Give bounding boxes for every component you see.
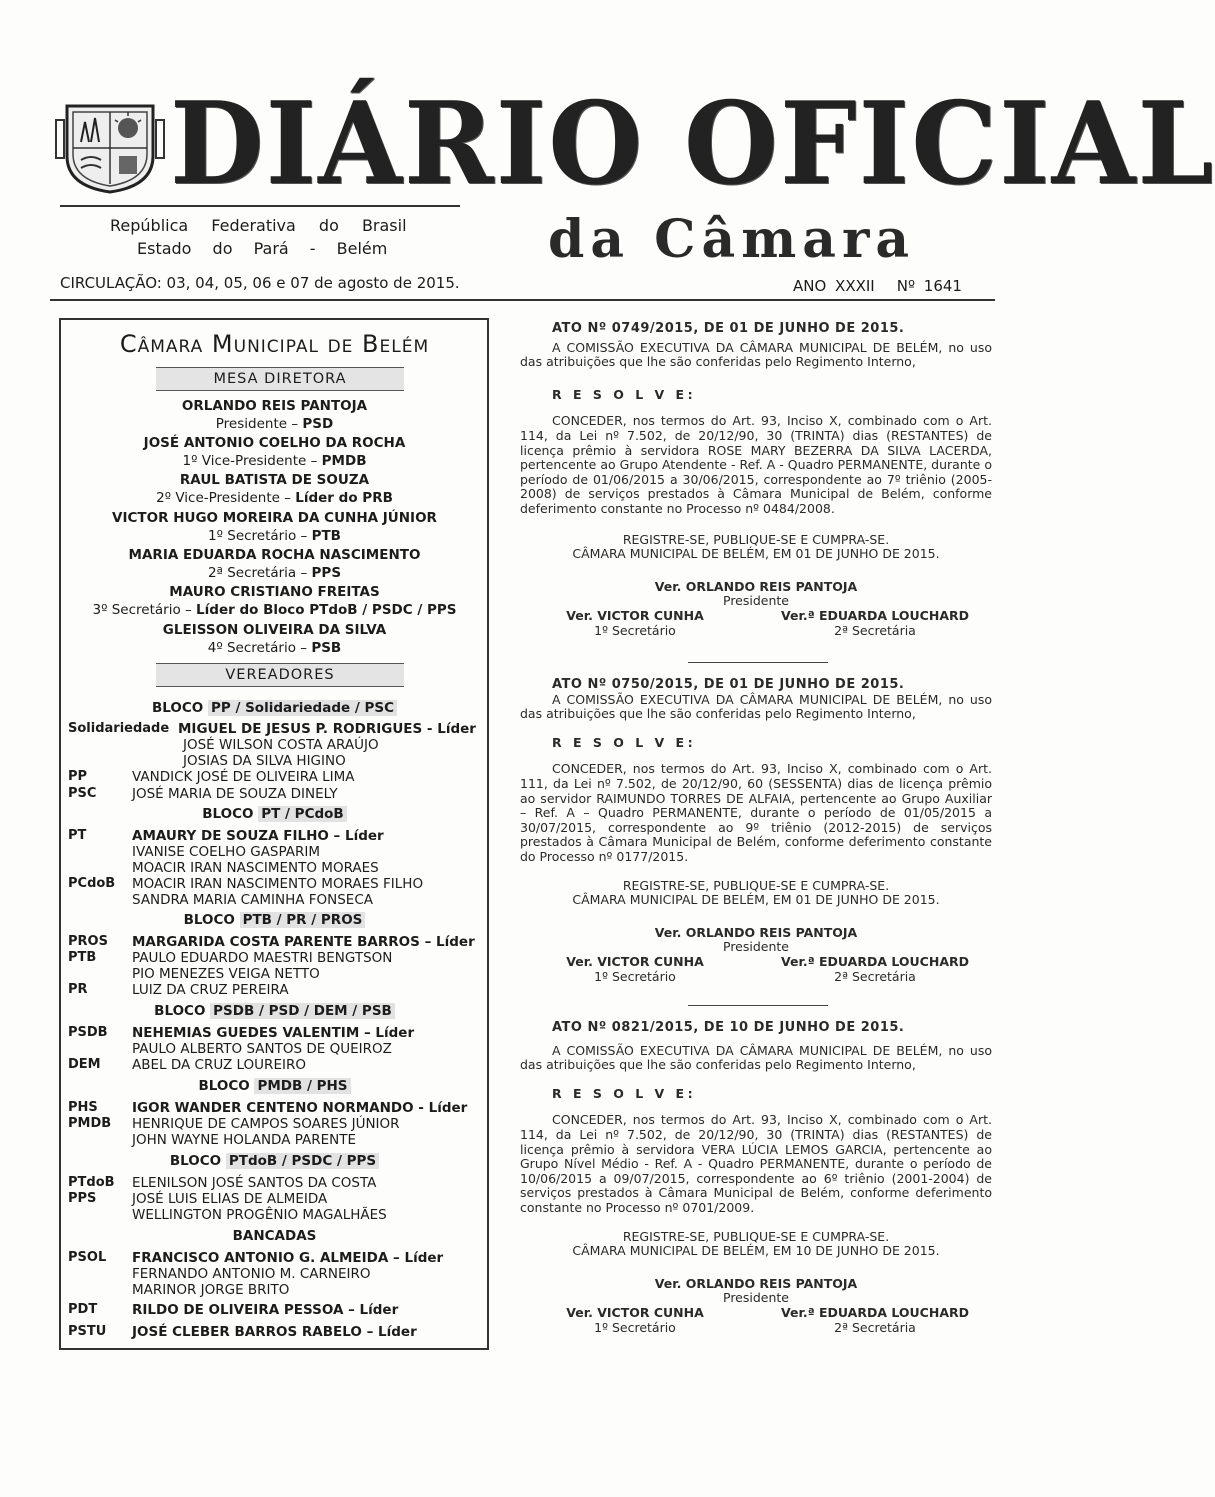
party-label: PSDB (68, 1025, 108, 1040)
signature-second-secretary-role: 2ª Secretária (834, 622, 916, 638)
act-resolve: R E S O L V E: (552, 386, 697, 402)
signature-president-role: Presidente (723, 593, 789, 609)
vereadores-label: VEREADORES (156, 663, 404, 687)
councillor-row: IGOR WANDER CENTENO NORMANDO - Líder (132, 1100, 468, 1116)
party-label: DEM (68, 1057, 101, 1072)
header-divider (50, 299, 995, 301)
mesa-member-name: JOSÉ ANTONIO COELHO DA ROCHA (143, 435, 406, 451)
councillor-row: JOHN WAYNE HOLANDA PARENTE (132, 1132, 357, 1148)
councillor-row: PAULO ALBERTO SANTOS DE QUEIROZ (132, 1041, 392, 1057)
party-label: PTdoB (68, 1175, 115, 1190)
signature-president-role: Presidente (723, 1290, 789, 1306)
councillor-row: RILDO DE OLIVEIRA PESSOA – Líder (132, 1302, 399, 1318)
bloc-heading: BLOCO PTdoB / PSDC / PPS (62, 1153, 487, 1169)
edition-info (793, 277, 962, 295)
signature-second-secretary: Ver.ª EDUARDA LOUCHARD (781, 1304, 969, 1320)
act-0750 (520, 678, 992, 985)
act-0749 (520, 322, 992, 639)
signature-president-role: Presidente (723, 939, 789, 955)
coat-of-arms-emblem (55, 98, 165, 194)
mesa-member-role: 1º Secretário – PTB (208, 528, 341, 544)
edition-year: ANO XXXII (793, 277, 875, 295)
mesa-member-role: 2º Vice-Presidente – Líder do PRB (156, 490, 393, 506)
mesa-member-name: MARIA EDUARDA ROCHA NASCIMENTO (128, 547, 421, 563)
councillor-row: FRANCISCO ANTONIO G. ALMEIDA – Líder (132, 1250, 444, 1266)
signature-row (520, 955, 992, 985)
party-label: PHS (68, 1100, 98, 1115)
bloc-heading: BLOCO PTB / PR / PROS (62, 912, 487, 928)
signature-first-secretary: Ver. VICTOR CUNHA (566, 607, 704, 623)
party-label: PDT (68, 1302, 98, 1317)
signature-second-secretary: Ver.ª EDUARDA LOUCHARD (781, 607, 969, 623)
party-label: PR (68, 982, 88, 997)
councillor-row: JOSÉ CLEBER BARROS RABELO – Líder (132, 1324, 417, 1340)
party-label: PTB (68, 950, 97, 965)
signature-first-secretary: Ver. VICTOR CUNHA (566, 953, 704, 969)
circulation-dates: CIRCULAÇÃO: 03, 04, 05, 06 e 07 de agosto de 2015. (60, 274, 460, 292)
masthead-state: Estado do Pará - Belém (137, 239, 388, 258)
bloc-heading: BLOCO PSDB / PSD / DEM / PSB (62, 1003, 487, 1019)
party-label: PSC (68, 786, 97, 801)
masthead-rule (60, 205, 460, 207)
act-place-date: CÂMARA MUNICIPAL DE BELÉM, EM 01 DE JUNHO DE 2015. (572, 546, 940, 562)
party-label: PSOL (68, 1250, 107, 1265)
councillor-row: ELENILSON JOSÉ SANTOS DA COSTA (132, 1175, 377, 1191)
councillor-row: IVANISE COELHO GASPARIM (132, 844, 321, 860)
bloc-heading: BLOCO PP / Solidariedade / PSC (62, 700, 487, 716)
councillor-row: AMAURY DE SOUZA FILHO – Líder (132, 828, 384, 844)
act-place-date: CÂMARA MUNICIPAL DE BELÉM, EM 10 DE JUNHO DE 2015. (572, 1243, 940, 1259)
party-label: PMDB (68, 1116, 112, 1131)
act-resolve: R E S O L V E: (552, 1085, 697, 1101)
councillor-row: MOACIR IRAN NASCIMENTO MORAES (132, 860, 379, 876)
party-label: PROS (68, 934, 108, 949)
councillor-row: WELLINGTON PROGÊNIO MAGALHÃES (132, 1207, 387, 1223)
bancadas-heading: BANCADAS (232, 1228, 317, 1244)
councillor-row: MARINOR JORGE BRITO (132, 1282, 290, 1298)
act-separator (688, 662, 828, 663)
act-separator (688, 1005, 828, 1006)
signature-first-secretary-role: 1º Secretário (594, 968, 676, 984)
edition-number: Nº 1641 (896, 277, 962, 295)
councillor-row: MOACIR IRAN NASCIMENTO MORAES FILHO (132, 876, 424, 892)
councillor-row: JOSÉ WILSON COSTA ARAÚJO (183, 737, 379, 753)
signature-president: Ver. ORLANDO REIS PANTOJA (654, 1275, 858, 1291)
councillor-row: ABEL DA CRUZ LOUREIRO (132, 1057, 306, 1073)
party-label: PSTU (68, 1324, 107, 1339)
councillor-row: HENRIQUE DE CAMPOS SOARES JÚNIOR (132, 1116, 400, 1132)
signature-first-secretary: Ver. VICTOR CUNHA (566, 1304, 704, 1320)
councillor-row: FERNANDO ANTONIO M. CARNEIRO (132, 1266, 371, 1282)
act-closing: REGISTRE-SE, PUBLIQUE-SE E CUMPRA-SE. (622, 531, 890, 547)
councillor-row: PAULO EDUARDO MAESTRI BENGTSON (132, 950, 393, 966)
act-0821 (520, 1021, 992, 1336)
mesa-member-role: 4º Secretário – PSB (207, 640, 342, 656)
mesa-member-role: 1º Vice-Presidente – PMDB (182, 453, 367, 469)
party-label: PT (68, 828, 87, 843)
act-intro: A COMISSÃO EXECUTIVA DA CÂMARA MUNICIPAL DE BELÉM, no uso das atribuições que lhe são conferidas pelo Regimento Interno, (520, 691, 992, 722)
act-closing: REGISTRE-SE, PUBLIQUE-SE E CUMPRA-SE. (622, 1228, 890, 1244)
mesa-member-role: 2ª Secretária – PPS (207, 565, 342, 581)
bloc-heading: BLOCO PMDB / PHS (62, 1078, 487, 1094)
masthead-country: República Federativa do Brasil (110, 216, 407, 235)
signature-first-secretary-role: 1º Secretário (594, 622, 676, 638)
signature-first-secretary-role: 1º Secretário (594, 1319, 676, 1335)
mesa-member-name: ORLANDO REIS PANTOJA (181, 398, 368, 414)
act-heading: ATO Nº 0821/2015, DE 10 DE JUNHO DE 2015. (552, 1020, 905, 1035)
mesa-member-name: GLEISSON OLIVEIRA DA SILVA (162, 622, 387, 638)
act-resolve: R E S O L V E: (552, 734, 697, 750)
chamber-title: Câmara Municipal de Belém (119, 330, 430, 358)
mesa-member-role: Presidente – PSD (215, 416, 334, 432)
signature-second-secretary-role: 2ª Secretária (834, 1319, 916, 1335)
masthead-title: DIÁRIO OFICIAL (170, 78, 1215, 211)
mesa-member-name: MAURO CRISTIANO FREITAS (169, 584, 380, 600)
signature-second-secretary-role: 2ª Secretária (834, 968, 916, 984)
signature-row (520, 1306, 992, 1336)
party-label: PP (68, 769, 88, 784)
masthead-subtitle: da Câmara (548, 209, 916, 270)
act-closing: REGISTRE-SE, PUBLIQUE-SE E CUMPRA-SE. (622, 877, 890, 893)
bloc-heading: BLOCO PT / PCdoB (62, 806, 487, 822)
councillor-row: MIGUEL DE JESUS P. RODRIGUES - Líder (178, 721, 476, 737)
councillor-row: SANDRA MARIA CAMINHA FONSECA (132, 892, 373, 908)
signature-president: Ver. ORLANDO REIS PANTOJA (654, 578, 858, 594)
councillor-row: JOSÉ MARIA DE SOUZA DINELY (132, 786, 338, 802)
act-body: CONCEDER, nos termos do Art. 93, Inciso X, combinado com o Art. 111, da Lei nº 7.502, de 20/12/90, 60 (SESSENTA) dias de licença prêmio ao servidor RAIMUNDO TORRES DE ALFAIA, pertencente ao Grupo Auxiliar – Ref. A – Quadro PERMANENTE, durante o período de 01/05/2015 a 30/07/2015, correspondente ao 9º triênio (2012-2015) de serviços prestados à Câmara Municipal de Belém, conforme deferimento constante do Processo nº 0177/2015. (520, 761, 992, 864)
signature-row (520, 609, 992, 639)
councillor-row: JOSIAS DA SILVA HIGINO (183, 753, 346, 769)
party-label: Solidariedade (68, 721, 170, 736)
signature-president: Ver. ORLANDO REIS PANTOJA (654, 924, 858, 940)
act-body: CONCEDER, nos termos do Art. 93, Inciso X, combinado com o Art. 114, da Lei nº 7.502, de 20/12/90, 30 (TRINTA) dias (RESTANTES) de licença prêmio à servidora ROSE MARY BEZERRA DA SILVA LACERDA, pertencente ao Grupo Atendente - Ref. A - Quadro PERMANENTE, durante o período de 01/06/2015 a 30/06/2015, correspondente ao 7º triênio (2005-2008) de serviços prestados à Câmara Municipal de Belém, conforme deferimento constante no Processo nº 0484/2008. (520, 413, 992, 516)
act-place-date: CÂMARA MUNICIPAL DE BELÉM, EM 01 DE JUNHO DE 2015. (572, 892, 940, 908)
party-label: PCdoB (68, 876, 116, 891)
councillor-row: MARGARIDA COSTA PARENTE BARROS – Líder (132, 934, 475, 950)
councillor-row: JOSÉ LUIS ELIAS DE ALMEIDA (132, 1191, 328, 1207)
act-heading: ATO Nº 0750/2015, DE 01 DE JUNHO DE 2015. (552, 677, 905, 692)
signature-second-secretary: Ver.ª EDUARDA LOUCHARD (781, 953, 969, 969)
mesa-member-name: RAUL BATISTA DE SOUZA (179, 472, 370, 488)
councillor-row: PIO MENEZES VEIGA NETTO (132, 966, 320, 982)
act-intro: A COMISSÃO EXECUTIVA DA CÂMARA MUNICIPAL DE BELÉM, no uso das atribuições que lhe são conferidas pelo Regimento Interno, (520, 1042, 992, 1073)
mesa-member-name: VICTOR HUGO MOREIRA DA CUNHA JÚNIOR (112, 510, 437, 526)
act-heading: ATO Nº 0749/2015, DE 01 DE JUNHO DE 2015. (552, 321, 905, 336)
councillor-row: LUIZ DA CRUZ PEREIRA (132, 982, 289, 998)
mesa-member-role: 3º Secretário – Líder do Bloco PTdoB / PSDC / PPS (92, 602, 457, 618)
act-body: CONCEDER, nos termos do Art. 93, Inciso X, combinado com o Art. 114, da Lei nº 7.502, de 20/12/90, 30 (TRINTA) dias (RESTANTES) de licença prêmio à servidora VERA LÚCIA LEMOS GARCIA, pertencente ao Grupo Nível Médio - Ref. A - Quadro PERMANENTE, durante o período de 10/06/2015 a 09/07/2015, correspondente ao 6º triênio (2001-2004) de serviços prestados à Câmara Municipal de Belém, conforme deferimento constante no Processo nº 0701/2009. (520, 1112, 992, 1215)
councillor-row: NEHEMIAS GUEDES VALENTIM – Líder (132, 1025, 415, 1041)
councillor-row: VANDICK JOSÉ DE OLIVEIRA LIMA (132, 769, 355, 785)
mesa-diretora-label: MESA DIRETORA (156, 367, 404, 391)
act-intro: A COMISSÃO EXECUTIVA DA CÂMARA MUNICIPAL DE BELÉM, no uso das atribuições que lhe são conferidas pelo Regimento Interno, (520, 339, 992, 370)
party-label: PPS (68, 1191, 97, 1206)
